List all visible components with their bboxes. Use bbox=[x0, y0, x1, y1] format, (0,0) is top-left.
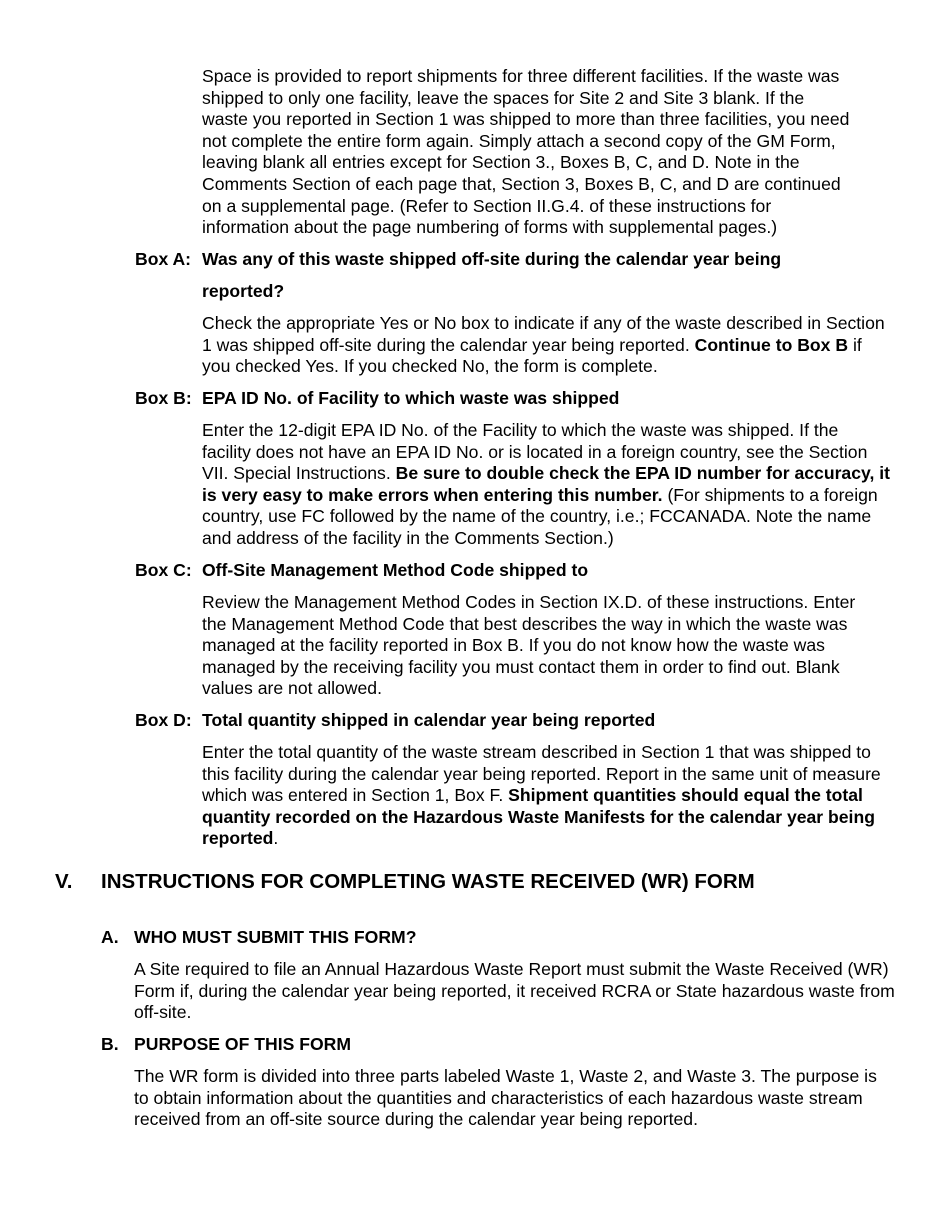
intro-line: Space is provided to report shipments for three different facilities. If the waste was bbox=[202, 66, 840, 86]
box-d-label: Box D: bbox=[135, 710, 192, 730]
box-c-title: Off-Site Management Method Code shipped to bbox=[202, 560, 589, 580]
box-b-text-part1: Enter the 12-digit EPA ID No. of the Facility to which the waste was shipped. If the facility does not have an EPA ID No. or is located in a foreign country, see the Section VII. Special Instructions. bbox=[202, 420, 868, 484]
box-c-label: Box C: bbox=[135, 560, 192, 580]
box-b-text-bold: Be sure to double check the EPA ID number for accuracy, it is very easy to make errors when entering this number. bbox=[202, 463, 891, 505]
box-d-title: Total quantity shipped in calendar year being reported bbox=[202, 710, 656, 730]
box-d-text-part2: . bbox=[273, 828, 279, 849]
intro-line: waste you reported in Section 1 was shipped to more than three facilities, you need bbox=[202, 109, 850, 130]
box-a-text-bold: Continue to Box B bbox=[694, 334, 849, 355]
box-a-title bbox=[202, 249, 902, 302]
box-b-title: EPA ID No. of Facility to which waste was shipped bbox=[202, 388, 620, 408]
box-a-title-line1: Was any of this waste shipped off-site during the calendar year being bbox=[202, 249, 782, 269]
intro-line: shipped to only one facility, leave the spaces for Site 2 and Site 3 blank. If the bbox=[202, 87, 805, 108]
subsection-a-title: WHO MUST SUBMIT THIS FORM? bbox=[134, 927, 417, 947]
intro-line: Comments Section of each page that, Section 3, Boxes B, C, and D are continued bbox=[202, 173, 841, 194]
intro-line: on a supplemental page. (Refer to Section II.G.4. of these instructions for bbox=[202, 195, 772, 216]
box-d-text-part1: Enter the total quantity of the waste stream described in Section 1 that was shipped to this facility during the calendar year being reported. Report in the same unit of measure which was entered in Section 1, Box F. bbox=[202, 742, 881, 806]
box-a-text-part1: Check the appropriate Yes or No box to indicate if any of the waste described in Section 1 was shipped off-site during the calendar year being reported. bbox=[202, 313, 885, 355]
subsection-a-letter: A. bbox=[101, 927, 119, 947]
subsection-b-title: PURPOSE OF THIS FORM bbox=[134, 1034, 352, 1054]
box-b-text-part2: (For shipments to a foreign country, use FC followed by the name of the country, i.e.; FCCANADA. Note the name and address of the facility in the Comments Section.) bbox=[202, 484, 878, 548]
box-a-text-part2: if you checked Yes. If you checked No, the form is complete. bbox=[202, 334, 862, 377]
box-a-text bbox=[202, 313, 892, 378]
intro-line: not complete the entire form again. Simply attach a second copy of the GM Form, bbox=[202, 130, 836, 151]
box-d-text bbox=[202, 742, 892, 850]
box-a-label: Box A: bbox=[135, 249, 192, 269]
box-a-title-line2: reported? bbox=[202, 280, 285, 301]
subsection-b-letter: B. bbox=[101, 1034, 119, 1054]
box-b-text bbox=[202, 420, 892, 550]
box-d-text-bold: Shipment quantities should equal the total quantity recorded on the Hazardous Waste Manifests for the calendar year being reported bbox=[202, 785, 875, 849]
intro-line: information about the page numbering of forms with supplemental pages.) bbox=[202, 217, 778, 238]
intro-paragraph bbox=[202, 66, 902, 239]
subsection-a-text: A Site required to file an Annual Hazardous Waste Report must submit the Waste Received (WR) Form if, during the calendar year being reported, it received RCRA or State hazardous waste from off-site. bbox=[134, 959, 895, 1023]
box-c-text: Review the Management Method Codes in Section IX.D. of these instructions. Enter the Management Method Code that best describes the way in which the waste was managed at the facility reported in Box B. If you do not know how the waste was managed by the receiving facility you must contact them in order to find out. Blank values are not allowed. bbox=[202, 592, 856, 699]
subsection-b-text: The WR form is divided into three parts labeled Waste 1, Waste 2, and Waste 3. The purpose is to obtain information about the quantities and characteristics of each hazardous waste stream received from an off-site source during the calendar year being reported. bbox=[134, 1066, 877, 1130]
section-v-title: INSTRUCTIONS FOR COMPLETING WASTE RECEIVED (WR) FORM bbox=[101, 870, 755, 893]
intro-line: leaving blank all entries except for Section 3., Boxes B, C, and D. Note in the bbox=[202, 152, 800, 173]
section-v-number: V. bbox=[55, 870, 73, 893]
box-b-label: Box B: bbox=[135, 388, 192, 408]
